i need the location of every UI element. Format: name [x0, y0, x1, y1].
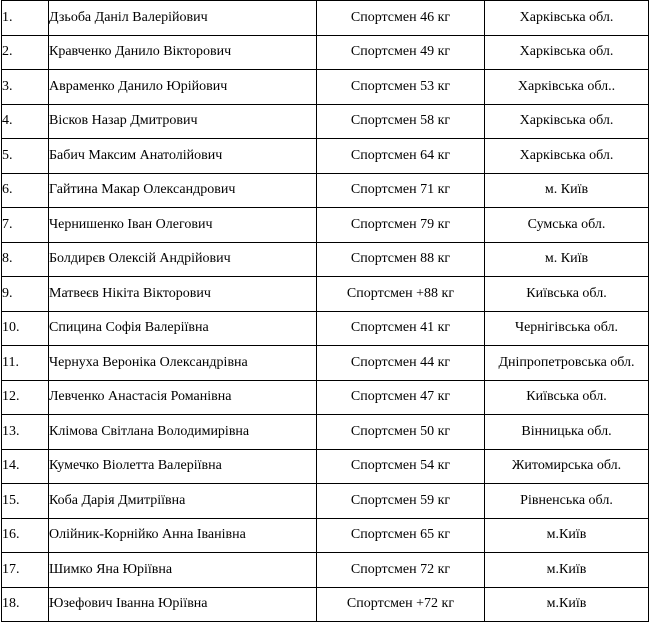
row-number: 14. — [2, 449, 49, 484]
athlete-name: Олійник-Корнійко Анна Іванівна — [49, 518, 317, 553]
region: Рівненська обл. — [485, 484, 649, 519]
table-row — [2, 70, 649, 105]
row-number: 9. — [2, 277, 49, 312]
weight-category: Спортсмен 44 кг — [317, 346, 485, 381]
region: Вінницька обл. — [485, 415, 649, 450]
weight-category: Спортсмен 65 кг — [317, 518, 485, 553]
athlete-name: Вісков Назар Дмитрович — [49, 104, 317, 139]
row-number: 7. — [2, 208, 49, 243]
weight-category: Спортсмен 71 кг — [317, 173, 485, 208]
athlete-name: Матвеєв Нікіта Вікторович — [49, 277, 317, 312]
weight-category: Спортсмен 58 кг — [317, 104, 485, 139]
region: Сумська обл. — [485, 208, 649, 243]
row-number: 4. — [2, 104, 49, 139]
table-row — [2, 208, 649, 243]
region: Чернігівська обл. — [485, 311, 649, 346]
table-row — [2, 277, 649, 312]
athlete-name: Левченко Анастасія Романівна — [49, 380, 317, 415]
region: Харківська обл. — [485, 104, 649, 139]
athlete-name: Авраменко Данило Юрійович — [49, 70, 317, 105]
table-row — [2, 449, 649, 484]
weight-category: Спортсмен 46 кг — [317, 1, 485, 36]
weight-category: Спортсмен 79 кг — [317, 208, 485, 243]
weight-category: Спортсмен 49 кг — [317, 35, 485, 70]
athletes-table — [1, 0, 649, 622]
row-number: 13. — [2, 415, 49, 450]
table-row — [2, 380, 649, 415]
athlete-name: Кумечко Віолетта Валеріївна — [49, 449, 317, 484]
table-row — [2, 553, 649, 588]
row-number: 12. — [2, 380, 49, 415]
athlete-name: Чернуха Вероніка Олександрівна — [49, 346, 317, 381]
athlete-name: Чернишенко Іван Олегович — [49, 208, 317, 243]
table-row — [2, 311, 649, 346]
table-row — [2, 242, 649, 277]
region: Житомирська обл. — [485, 449, 649, 484]
region: Харківська обл. — [485, 139, 649, 174]
athlete-name: Коба Дарія Дмитріївна — [49, 484, 317, 519]
row-number: 11. — [2, 346, 49, 381]
row-number: 10. — [2, 311, 49, 346]
region: Харківська обл. — [485, 1, 649, 36]
row-number: 3. — [2, 70, 49, 105]
weight-category: Спортсмен 47 кг — [317, 380, 485, 415]
table-row — [2, 518, 649, 553]
weight-category: Спортсмен +88 кг — [317, 277, 485, 312]
row-number: 2. — [2, 35, 49, 70]
table-row — [2, 1, 649, 36]
athlete-name: Бабич Максим Анатолійович — [49, 139, 317, 174]
region: Харківська обл.. — [485, 70, 649, 105]
region: м.Київ — [485, 553, 649, 588]
region: м.Київ — [485, 587, 649, 622]
table-row — [2, 587, 649, 622]
athlete-name: Клімова Світлана Володимирівна — [49, 415, 317, 450]
athlete-name: Гайтина Макар Олександрович — [49, 173, 317, 208]
region: Київська обл. — [485, 380, 649, 415]
weight-category: Спортсмен 50 кг — [317, 415, 485, 450]
table-row — [2, 139, 649, 174]
weight-category: Спортсмен 53 кг — [317, 70, 485, 105]
region: м. Київ — [485, 173, 649, 208]
region: Київська обл. — [485, 277, 649, 312]
athlete-name: Болдирєв Олексій Андрійович — [49, 242, 317, 277]
weight-category: Спортсмен +72 кг — [317, 587, 485, 622]
table-row — [2, 104, 649, 139]
athlete-name: Дзьоба Даніл Валерійович — [49, 1, 317, 36]
athlete-name: Юзефович Іванна Юріївна — [49, 587, 317, 622]
table-row — [2, 35, 649, 70]
table-row — [2, 484, 649, 519]
row-number: 17. — [2, 553, 49, 588]
row-number: 15. — [2, 484, 49, 519]
table-row — [2, 173, 649, 208]
athlete-name: Кравченко Данило Вікторович — [49, 35, 317, 70]
region: м. Київ — [485, 242, 649, 277]
weight-category: Спортсмен 64 кг — [317, 139, 485, 174]
weight-category: Спортсмен 88 кг — [317, 242, 485, 277]
athletes-table-body — [2, 1, 649, 622]
table-row — [2, 415, 649, 450]
region: м.Київ — [485, 518, 649, 553]
weight-category: Спортсмен 54 кг — [317, 449, 485, 484]
region: Харківська обл. — [485, 35, 649, 70]
table-row — [2, 346, 649, 381]
weight-category: Спортсмен 72 кг — [317, 553, 485, 588]
row-number: 6. — [2, 173, 49, 208]
athlete-name: Шимко Яна Юріївна — [49, 553, 317, 588]
athlete-name: Спицина Софія Валеріївна — [49, 311, 317, 346]
weight-category: Спортсмен 59 кг — [317, 484, 485, 519]
row-number: 8. — [2, 242, 49, 277]
row-number: 5. — [2, 139, 49, 174]
row-number: 1. — [2, 1, 49, 36]
weight-category: Спортсмен 41 кг — [317, 311, 485, 346]
row-number: 16. — [2, 518, 49, 553]
row-number: 18. — [2, 587, 49, 622]
region: Дніпропетровська обл. — [485, 346, 649, 381]
